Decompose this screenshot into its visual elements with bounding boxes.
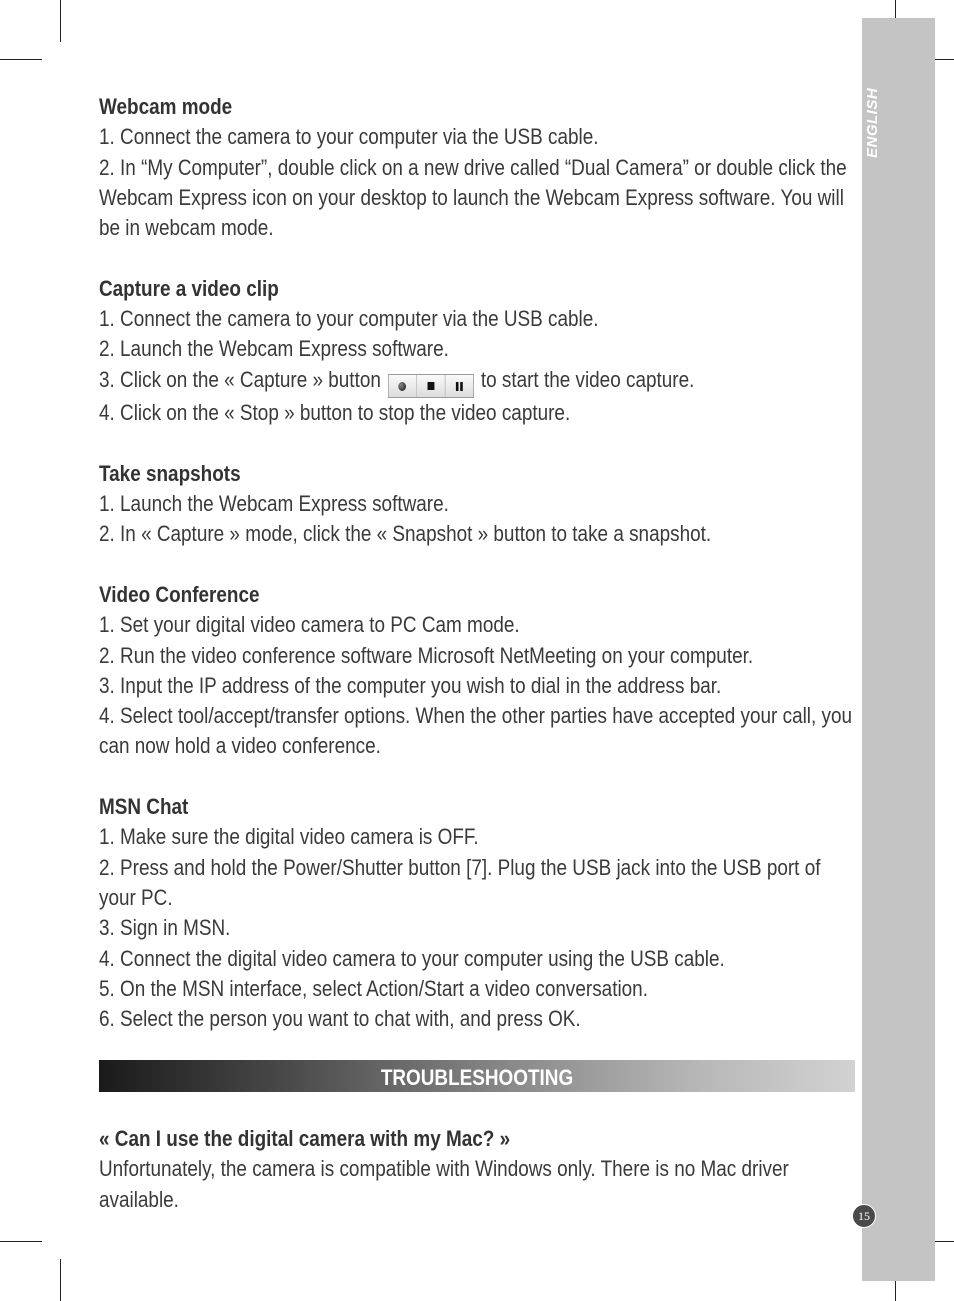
section-video-conference: [99, 580, 859, 762]
faq-answer: Unfortunately, the camera is compatible with Windows only. There is no Mac driver available.: [99, 1156, 789, 1212]
section-heading: Capture a video clip: [99, 275, 279, 301]
step: 1. Make sure the digital video camera is OFF.: [99, 824, 479, 850]
capture-button-group: [388, 374, 474, 398]
step: 5. On the MSN interface, select Action/Start a video conversation.: [99, 975, 648, 1001]
language-label: ENGLISH: [864, 87, 881, 158]
section-heading: Webcam mode: [99, 94, 233, 119]
step: 2. Press and hold the Power/Shutter button [7]. Plug the USB jack into the USB port of your PC.: [99, 854, 821, 910]
section-heading: MSN Chat: [99, 794, 189, 820]
step: 1. Set your digital video camera to PC Cam mode.: [99, 612, 520, 638]
stop-icon: [427, 382, 434, 390]
pause-icon: [456, 382, 463, 391]
step: 3. Input the IP address of the computer you wish to dial in the address bar.: [99, 672, 722, 698]
step: 3. Sign in MSN.: [99, 915, 231, 941]
step-capture: [99, 365, 859, 399]
crop-mark: [60, 0, 61, 42]
step: 4. Connect the digital video camera to your computer using the USB cable.: [99, 945, 725, 971]
section-capture-video: [99, 274, 859, 429]
section-heading: Video Conference: [99, 581, 260, 607]
step: 1. Connect the camera to your computer via the USB cable.: [99, 124, 599, 150]
step: 1. Connect the camera to your computer via the USB cable.: [99, 306, 599, 332]
record-button: [389, 375, 417, 397]
faq-question: « Can I use the digital camera with my Mac? »: [99, 1126, 511, 1151]
crop-mark: [60, 1259, 61, 1301]
crop-mark: [0, 59, 42, 60]
section-snapshots: [99, 459, 859, 550]
step: 6. Select the person you want to chat with, and press OK.: [99, 1006, 581, 1032]
step: 2. Launch the Webcam Express software.: [99, 336, 449, 362]
troubleshooting-banner: [99, 1060, 855, 1092]
step: 4. Click on the « Stop » button to stop the video capture.: [99, 400, 571, 426]
step-text: to start the video capture.: [480, 366, 695, 392]
language-sidebar: [862, 18, 935, 1281]
stop-button: [417, 375, 445, 397]
step: 4. Select tool/accept/transfer options. When the other parties have accepted your call, you can now hold a video conference.: [99, 703, 853, 759]
section-webcam-mode: [99, 92, 859, 243]
section-msn-chat: [99, 792, 859, 1034]
record-icon: [399, 382, 407, 391]
step-text: 3. Click on the « Capture » button: [99, 366, 381, 392]
section-heading: Take snapshots: [99, 460, 241, 486]
faq-entry: [99, 1124, 789, 1215]
instructions: [99, 92, 853, 1065]
step: 2. In « Capture » mode, click the « Snapshot » button to take a snapshot.: [99, 521, 712, 547]
step: 2. Run the video conference software Microsoft NetMeeting on your computer.: [99, 642, 754, 668]
banner-title: TROUBLESHOOTING: [380, 1065, 574, 1090]
page-number: 15: [852, 1204, 876, 1228]
crop-mark: [0, 1241, 42, 1242]
step: 1. Launch the Webcam Express software.: [99, 491, 449, 517]
pause-button: [445, 375, 473, 397]
step: 2. In “My Computer”, double click on a new drive called “Dual Camera” or double click the Webcam Express icon on your desktop to launch the Webcam Express software. You will be in webcam mode.: [99, 154, 847, 241]
